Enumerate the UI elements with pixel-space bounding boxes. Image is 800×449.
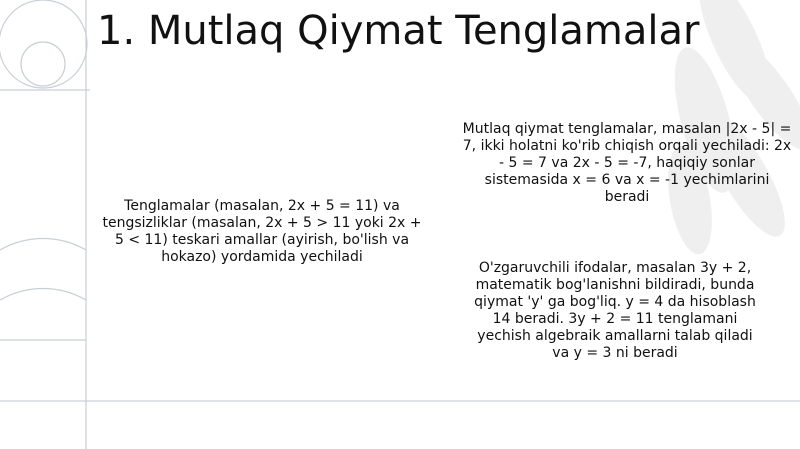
left-text-block: Tenglamalar (masalan, 2x + 5 = 11) va tengsizliklar (masalan, 2x + 5 > 11 yoki 2x + 5 < 11) teskari amallar (ayirish, bo'lish va hokazo) yordamida yechiladi [102,198,422,265]
slide-title: 1. Mutlaq Qiymat Tenglamalar [97,8,700,54]
right-bottom-text-block: O'zgaruvchili ifodalar, masalan 3y + 2, matematik bog'lanishni bildiradi, bunda qiymat 'y' ga bog'liq. y = 4 da hisoblash 14 beradi. 3y + 2 = 11 tenglamani yechish algebraik amallarni talab qiladi va y = 3 ni beradi [474,260,756,361]
right-top-text-block: Mutlaq qiymat tenglamalar, masalan |2x - 5| = 7, ikki holatni ko'rib chiqish orqali yechiladi: 2x - 5 = 7 va 2x - 5 = -7, haqiqiy sonlar sistemasida x = 6 va x = -1 yechimlarini beradi [462,121,792,205]
